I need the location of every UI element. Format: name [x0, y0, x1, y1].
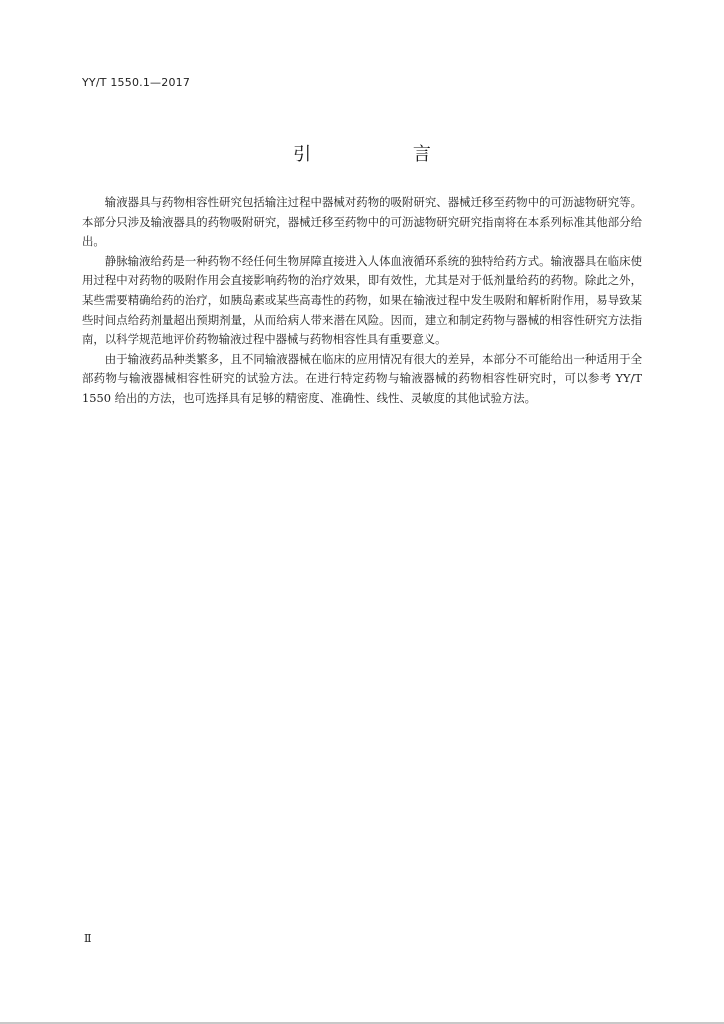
standard-code-header: YY/T 1550.1—2017 [82, 76, 191, 89]
page-number: Ⅱ [84, 932, 92, 945]
paragraph-1: 输液器具与药物相容性研究包括输注过程中器械对药物的吸附研究、器械迁移至药物中的可沥滤物研究等。本部分只涉及输液器具的药物吸附研究，器械迁移至药物中的可沥滤物研究研究指南将在本系列标准其他部分给出。 [82, 195, 642, 249]
paragraph-3: 由于输液药品种类繁多，且不同输液器械在临床的应用情况有很大的差异，本部分不可能给出一种适用于全部药物与输液器械相容性研究的试验方法。在进行特定药物与输液器械的药物相容性研究时，可以参考 YY/T 1550 给出的方法，也可选择具有足够的精密度、准确性、线性、灵敏度的其他试验方法。 [82, 351, 642, 405]
body-text [82, 193, 642, 409]
section-title: 引 言 [293, 144, 479, 165]
paragraph-2: 静脉输液给药是一种药物不经任何生物屏障直接进入人体血液循环系统的独特给药方式。输液器具在临床使用过程中对药物的吸附作用会直接影响药物的治疗效果，即有效性，尤其是对于低剂量给药的药物。除此之外，某些需要精确给药的治疗，如胰岛素或某些高毒性的药物，如果在输液过程中发生吸附和解析附作用，易导致某些时间点给药剂量超出预期剂量，从而给病人带来潜在风险。因而，建立和制定药物与器械的相容性研究方法指南，以科学规范地评价药物输液过程中器械与药物相容性具有重要意义。 [82, 253, 642, 347]
